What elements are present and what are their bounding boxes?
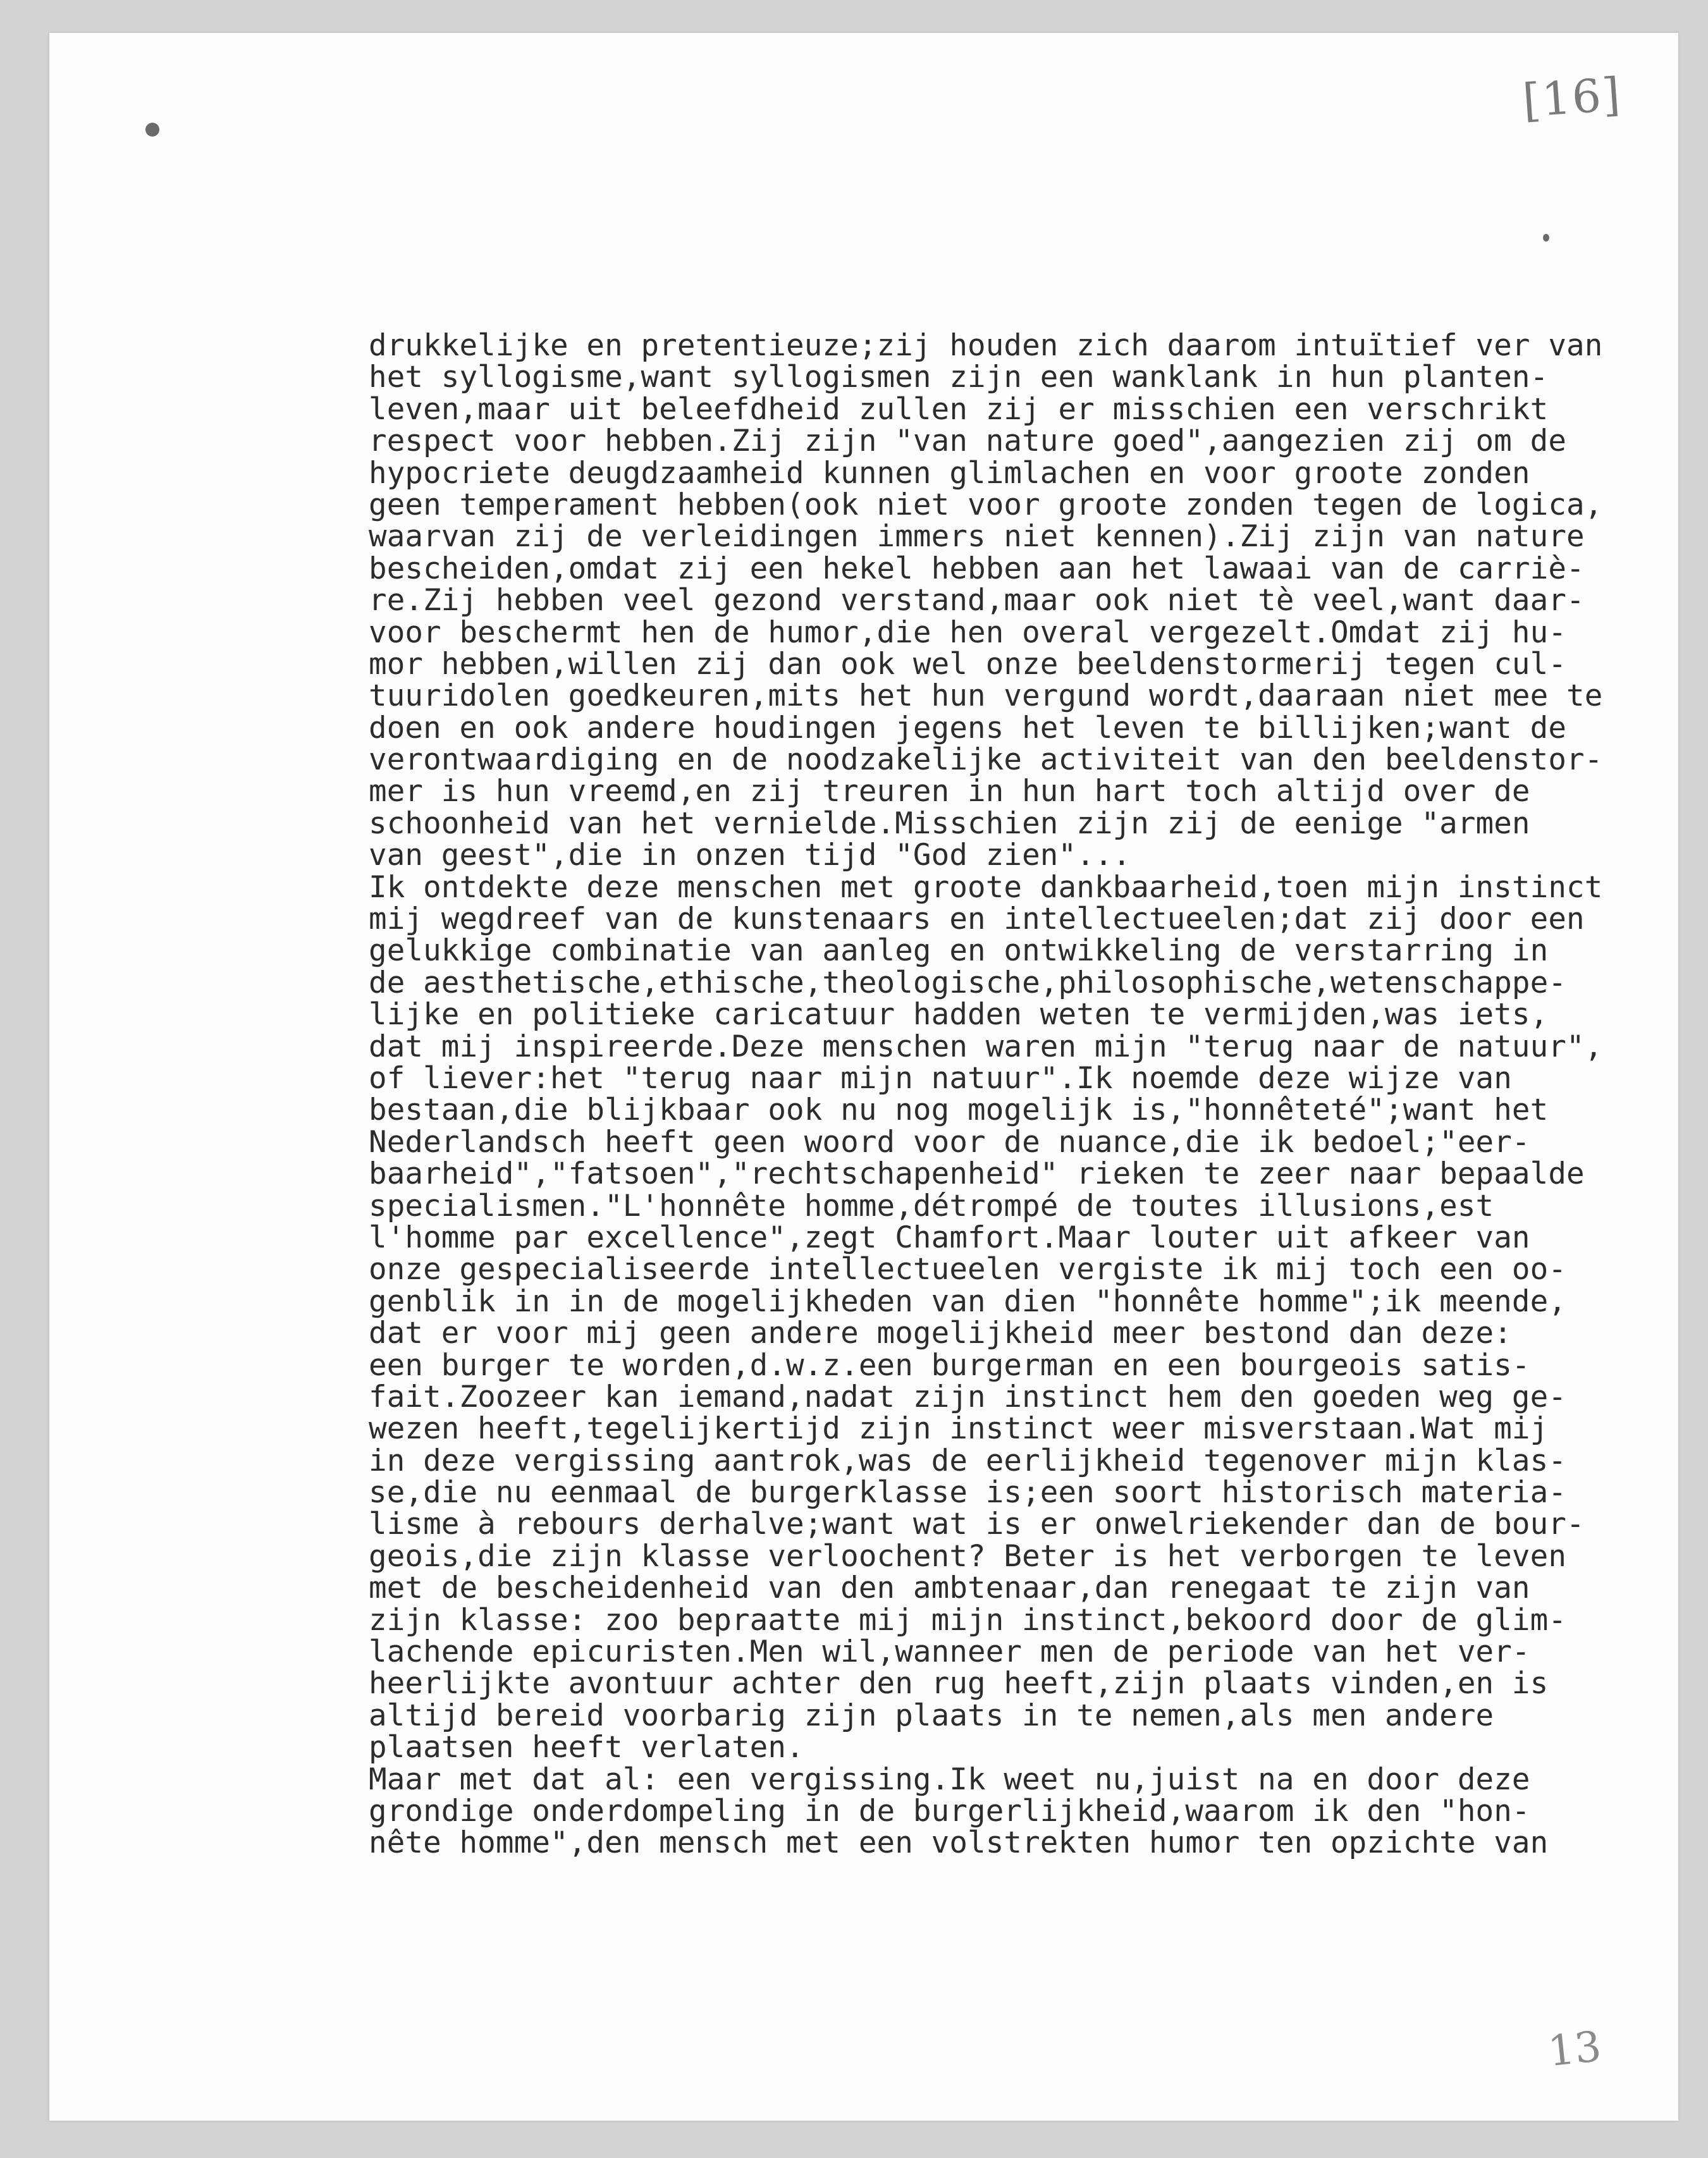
text-line: drukkelijke en pretentieuze;zij houden zich daarom intuïtief ver van: [369, 328, 1603, 363]
text-line: dat er voor mij geen andere mogelijkheid meer bestond dan deze:: [369, 1316, 1512, 1351]
text-line: fait.Zoozeer kan iemand,nadat zijn instinct hem den goeden weg ge-: [369, 1379, 1567, 1414]
text-line: genblik in in de mogelijkheden van dien "honnête homme";ik meende,: [369, 1284, 1567, 1319]
text-line: geen temperament hebben(ook niet voor groote zonden tegen de logica,: [369, 487, 1603, 522]
text-line: de aesthetische,ethische,theologische,philosophische,wetenschappe-: [369, 965, 1567, 1000]
text-line: altijd bereid voorbarig zijn plaats in te nemen,als men andere: [369, 1698, 1494, 1733]
archive-folio-mark: [16]: [1521, 67, 1623, 128]
text-line: mor hebben,willen zij dan ook wel onze beeldenstormerij tegen cul-: [369, 646, 1567, 682]
text-line: of liever:het "terug naar mijn natuur".Ik noemde deze wijze van: [369, 1060, 1512, 1096]
paper-blemish: [145, 123, 159, 137]
text-line: lachende epicuristen.Men wil,wanneer men de periode van het ver-: [369, 1634, 1530, 1670]
text-line: respect voor hebben.Zij zijn "van nature goed",aangezien zij om de: [369, 424, 1567, 459]
text-line: met de bescheidenheid van den ambtenaar,dan renegaat te zijn van: [369, 1571, 1530, 1606]
text-line: tuuridolen goedkeuren,mits het hun vergund wordt,daaraan niet mee te: [369, 678, 1603, 714]
text-line: geois,die zijn klasse verloochent? Beter is het verborgen te leven: [369, 1538, 1567, 1574]
page-number: 13: [1545, 2021, 1604, 2076]
text-line: grondige onderdompeling in de burgerlijkheid,waarom ik den "hon-: [369, 1793, 1530, 1829]
text-line: mer is hun vreemd,en zij treuren in hun hart toch altijd over de: [369, 774, 1530, 809]
text-line: Ik ontdekte deze menschen met groote dankbaarheid,toen mijn instinct: [369, 869, 1603, 905]
text-line: voor beschermt hen de humor,die hen overal vergezelt.Omdat zij hu-: [369, 615, 1567, 650]
text-line: van geest",die in onzen tijd "God zien"...: [369, 838, 1131, 873]
text-line: specialismen."L'honnête homme,détrompé de toutes illusions,est: [369, 1188, 1494, 1223]
text-line: nête homme",den mensch met een volstrekten humor ten opzichte van: [369, 1825, 1549, 1861]
text-line: mij wegdreef van de kunstenaars en intellectueelen;dat zij door een: [369, 902, 1585, 937]
paper-blemish: [1543, 234, 1549, 242]
text-line: bescheiden,omdat zij een hekel hebben aan het lawaai van de carriè-: [369, 551, 1585, 586]
text-line: het syllogisme,want syllogismen zijn een wanklank in hun planten-: [369, 360, 1549, 395]
text-line: gelukkige combinatie van aanleg en ontwikkeling de verstarring in: [369, 933, 1549, 969]
text-line: in deze vergissing aantrok,was de eerlijkheid tegenover mijn klas-: [369, 1443, 1567, 1478]
text-line: heerlijkte avontuur achter den rug heeft,zijn plaats vinden,en is: [369, 1666, 1549, 1701]
text-line: dat mij inspireerde.Deze menschen waren mijn "terug naar de natuur",: [369, 1029, 1603, 1064]
text-line: lijke en politieke caricatuur hadden weten te vermijden,was iets,: [369, 997, 1549, 1033]
text-line: doen en ook andere houdingen jegens het leven te billijken;want de: [369, 710, 1567, 745]
text-line: leven,maar uit beleefdheid zullen zij er misschien een verschrikt: [369, 391, 1549, 427]
text-line: schoonheid van het vernielde.Misschien zijn zij de eenige "armen: [369, 806, 1530, 841]
document-page: [49, 33, 1678, 2121]
text-line: verontwaardiging en de noodzakelijke activiteit van den beeldenstor-: [369, 742, 1603, 778]
text-line: zijn klasse: zoo bepraatte mij mijn instinct,bekoord door de glim-: [369, 1602, 1567, 1638]
text-line: onze gespecialiseerde intellectueelen vergiste ik mij toch een oo-: [369, 1252, 1567, 1287]
text-line: baarheid","fatsoen","rechtschapenheid" rieken te zeer naar bepaalde: [369, 1156, 1585, 1192]
text-line: Maar met dat al: een vergissing.Ik weet nu,juist na en door deze: [369, 1762, 1530, 1797]
text-line: plaatsen heeft verlaten.: [369, 1730, 804, 1765]
text-line: hypocriete deugdzaamheid kunnen glimlachen en voor groote zonden: [369, 455, 1530, 491]
text-line: lisme à rebours derhalve;want wat is er onwelriekender dan de bour-: [369, 1507, 1585, 1542]
text-line: re.Zij hebben veel gezond verstand,maar ook niet tè veel,want daar-: [369, 583, 1585, 618]
text-line: waarvan zij de verleidingen immers niet kennen).Zij zijn van nature: [369, 519, 1585, 555]
text-line: wezen heeft,tegelijkertijd zijn instinct weer misverstaan.Wat mij: [369, 1411, 1549, 1447]
text-line: se,die nu eenmaal de burgerklasse is;een soort historisch materia-: [369, 1475, 1567, 1511]
text-line: een burger te worden,d.w.z.een burgerman en een bourgeois satis-: [369, 1347, 1530, 1383]
text-line: Nederlandsch heeft geen woord voor de nuance,die ik bedoel;"eer-: [369, 1124, 1530, 1160]
typewritten-text: [369, 330, 1708, 1860]
text-line: l'homme par excellence",zegt Chamfort.Maar louter uit afkeer van: [369, 1220, 1530, 1255]
text-line: bestaan,die blijkbaar ook nu nog mogelijk is,"honnêteté";want het: [369, 1093, 1549, 1128]
